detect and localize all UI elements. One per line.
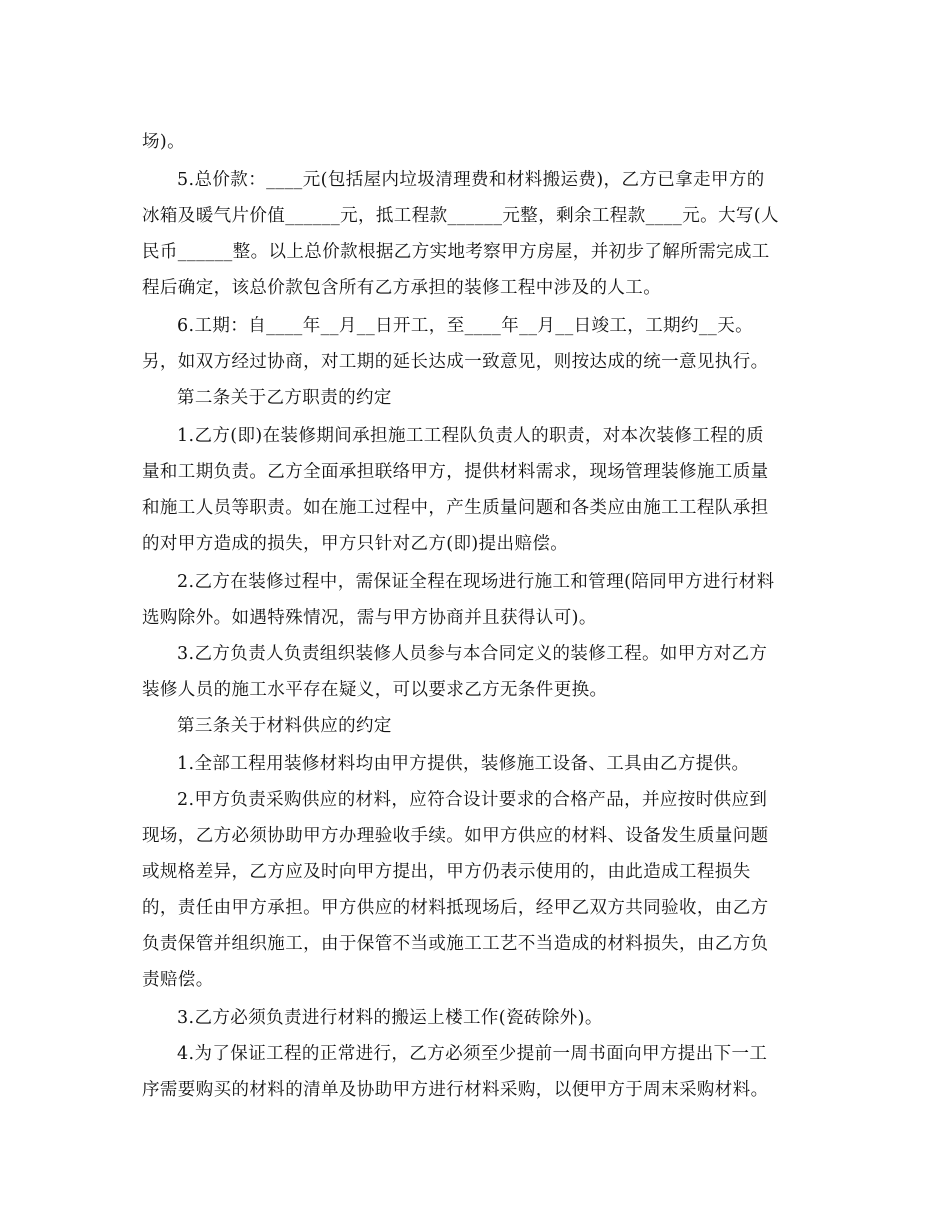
text-line: 另，如双方经过协商，对工期的延长达成一致意见，则按达成的统一意见执行。 xyxy=(142,352,769,372)
section-heading-article-3: 第三条关于材料供应的约定 xyxy=(177,716,392,736)
text-line: 民币______整。以上总价款根据乙方实地考察甲方房屋，并初步了解所需完成工 xyxy=(142,242,770,262)
clause-total-price: 5.总价款：____元(包括屋内垃圾清理费和材料搬运费)，乙方已拿走甲方的 xyxy=(177,170,765,190)
text-line: 负责保管并组织施工，由于保管不当或施工工艺不当造成的材料损失，由乙方负 xyxy=(142,934,769,954)
text-line: 责赔偿。 xyxy=(142,970,214,990)
clause-2-1: 1.乙方(即)在装修期间承担施工工程队负责人的职责，对本次装修工程的质 xyxy=(177,426,764,446)
clause-3-1: 1.全部工程用装修材料均由甲方提供，装修施工设备、工具由乙方提供。 xyxy=(177,754,750,774)
clause-3-3: 3.乙方必须负责进行材料的搬运上楼工作(瓷砖除外)。 xyxy=(177,1008,603,1028)
text-line: 的对甲方造成的损失，甲方只针对乙方(即)提出赔偿。 xyxy=(142,534,569,554)
text-line: 程后确定，该总价款包含所有乙方承担的装修工程中涉及的人工。 xyxy=(142,278,662,298)
clause-schedule: 6.工期：自____年__月__日开工，至____年__月__日竣工，工期约__天。 xyxy=(177,316,753,336)
text-line: 装修人员的施工水平存在疑义，可以要求乙方无条件更换。 xyxy=(142,680,608,700)
clause-3-2: 2.甲方负责采购供应的材料，应符合设计要求的合格产品，并应按时供应到 xyxy=(177,790,768,810)
text-line: 或规格差异，乙方应及时向甲方提出，甲方仍表示使用的，由此造成工程损失 xyxy=(142,862,751,882)
text-line: 选购除外。如遇特殊情况，需与甲方协商并且获得认可)。 xyxy=(142,608,597,628)
text-line: 场)。 xyxy=(142,132,186,152)
text-line: 的，责任由甲方承担。甲方供应的材料抵现场后，经甲乙双方共同验收，由乙方 xyxy=(142,898,769,918)
text-line: 现场，乙方必须协助甲方办理验收手续。如甲方供应的材料、设备发生质量问题 xyxy=(142,826,769,846)
section-heading-article-2: 第二条关于乙方职责的约定 xyxy=(177,388,392,408)
clause-2-2: 2.乙方在装修过程中，需保证全程在现场进行施工和管理(陪同甲方进行材料 xyxy=(177,572,775,592)
text-line: 和施工人员等职责。如在施工过程中，产生质量问题和各类应由施工工程队承担 xyxy=(142,498,769,518)
text-line: 量和工期负责。乙方全面承担联络甲方，提供材料需求，现场管理装修施工质量 xyxy=(142,462,769,482)
clause-3-4: 4.为了保证工程的正常进行，乙方必须至少提前一周书面向甲方提出下一工 xyxy=(177,1044,768,1064)
text-line: 序需要购买的材料的清单及协助甲方进行材料采购，以便甲方于周末采购材料。 xyxy=(142,1080,769,1100)
text-line: 冰箱及暖气片价值______元，抵工程款______元整，剩余工程款____元。大写(人 xyxy=(142,206,779,226)
clause-2-3: 3.乙方负责人负责组织装修人员参与本合同定义的装修工程。如甲方对乙方 xyxy=(177,644,768,664)
